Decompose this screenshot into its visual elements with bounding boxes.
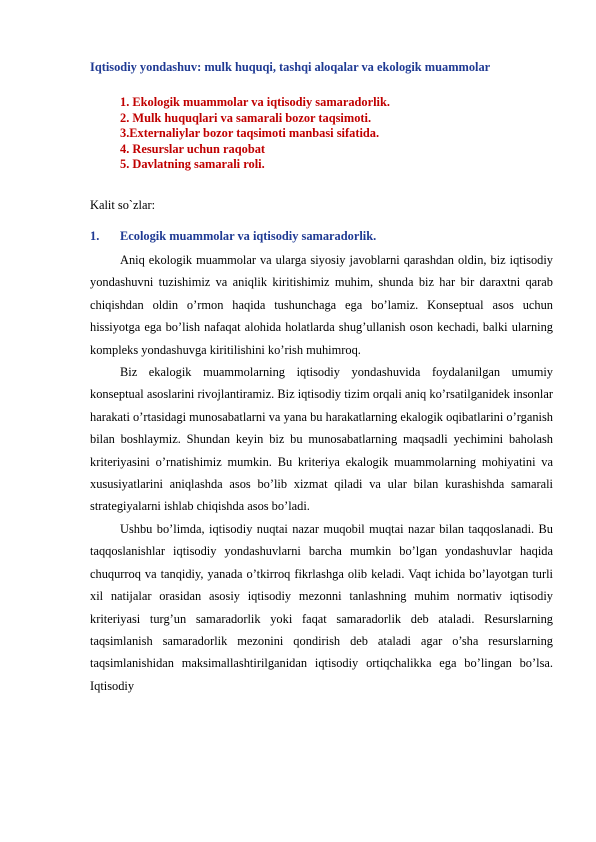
toc-item: 1. Ekologik muammolar va iqtisodiy samaradorlik. <box>120 95 390 109</box>
section-title: Ecologik muammolar va iqtisodiy samaradorlik. <box>120 229 377 243</box>
paragraph: Biz ekalogik muammolarning iqtisodiy yondashuvida foydalanilgan umumiy konseptual asoslarini rivojlantiramiz. Biz iqtisodiy tizim orqali aniq ko’rsatilganidek insonlar harakati o’rtasidagi munosabatlarni va yana bu harakatlarning ekalogik oqibatlarini o’rganish bilan boshlaymiz. Shundan keyin biz bu munosabatlarning maqsadli yechimini baholash kriteriyasini o’rnatishimiz mumkin. Bu kriteriya ekalogik muammolarning mohiyatini va xususiyatlarini aniqlashda asos bo’lib xizmat qiladi va ular bilan kurashishda samarali strategiyalarni ishlab chiqishda asos bo’ladi. <box>90 365 553 514</box>
body-text <box>90 249 553 697</box>
table-of-contents <box>120 95 390 173</box>
section-number: 1. <box>90 229 100 243</box>
section-heading <box>90 229 376 244</box>
toc-item: 3.Externaliylar bozor taqsimoti manbasi sifatida. <box>120 126 380 140</box>
paragraph: Ushbu bo’limda, iqtisodiy nuqtai nazar muqobil muqtai nazar bilan taqqoslanadi. Bu taqqoslanishlar iqtisodiy yondashuvlarni barcha mumkin bo’lgan yondashuvlar haqida chuqurroq va tanqidiy, yanada o’tkirroq fikrlashga olib keladi. Vaqt ichida bo’layotgan turli xil natijalar orasidan asosiy iqtisodiy mezonni tanlashning muhim normativ iqtisodiy kriteriyasi turg’un samaradorlik yoki faqat samaradorlik deb ataladi. Resurslarning taqsimlanish samaradorlik mezonini qondirish deb ataladi agar o’sha resurslarning taqsimlanishidan maksimallashtirilganidan iqtisodiy ortiqchalikka ega bo’lingan bo’lsa. Iqtisodiy <box>90 521 553 693</box>
keywords-label: Kalit so`zlar: <box>90 198 156 212</box>
toc-item: 4. Resurslar uchun raqobat <box>120 141 266 156</box>
paragraph: Aniq ekologik muammolar va ularga siyosiy javoblarni qarashdan oldin, biz iqtisodiy yondashuvni tuzishimiz va aniqlik kiritishimiz muhim, shunda biz har bir daraxtni qarab chiqishdan oldin o’rmon haqida tushunchaga ega bo’lamiz. Konseptual asos uchun hissiyotga ega bo’lish nafaqat alohida holatlarda shug’ullanish oson kechadi, balki ularning kompleks yondashuvga kiritilishini ko’rish muhimroq. <box>90 253 553 357</box>
toc-item: 5. Davlatning samarali roli. <box>120 157 265 171</box>
toc-item: 2. Mulk huquqlari va samarali bozor taqsimoti. <box>120 110 372 125</box>
document-title: Iqtisodiy yondashuv: mulk huquqi, tashqi aloqalar va ekologik muammolar <box>90 60 491 74</box>
